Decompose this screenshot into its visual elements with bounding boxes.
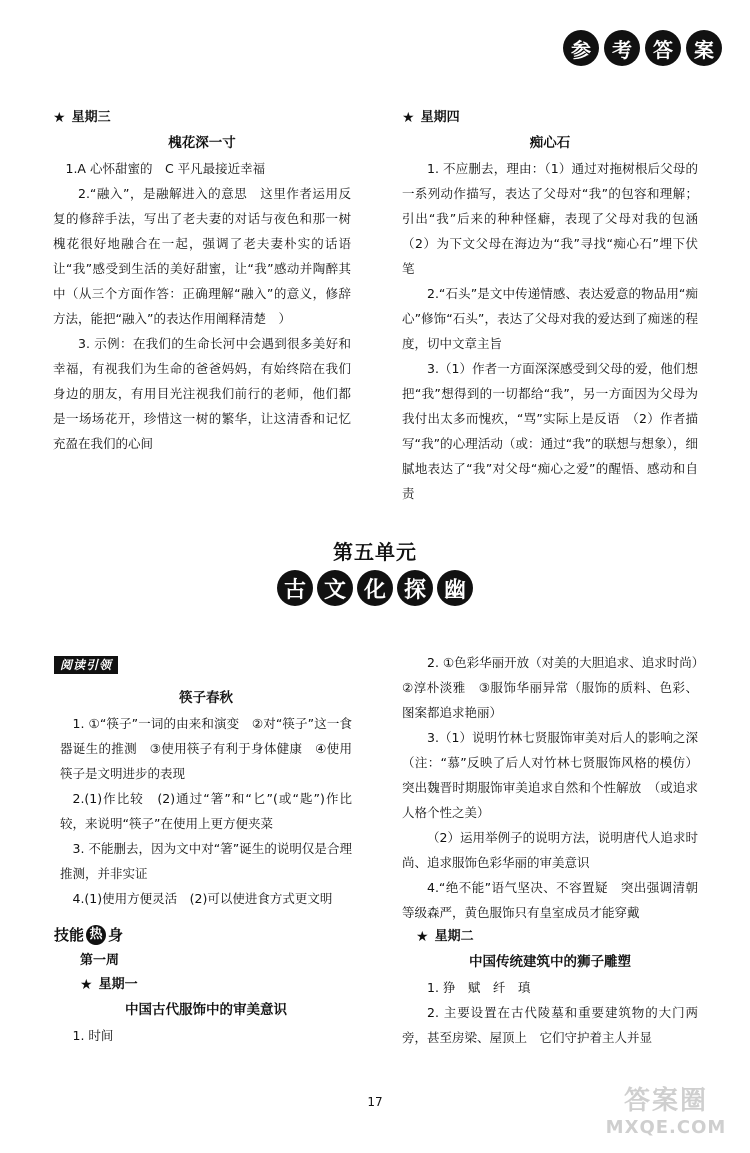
week-label: 第一周: [80, 953, 120, 968]
reading-guide-tag: 阅读引领: [54, 656, 118, 674]
unit-heading: [0, 538, 750, 606]
answer-paragraph: 3.（1）说明竹林七贤服饰审美对后人的影响之深 （注：“慕”反映了后人对竹林七贤服饰风格的模仿）突出魏晋时期服饰审美追求自然和个性解放 （或追求人格个性之美）: [402, 730, 711, 820]
monday-answers-continued: [402, 650, 711, 1050]
answer-paragraph: 3.（1）作者一方面深深感受到父母的爱，他们想把“我”想得到的一切都给“我”，另一方面因为父母为我付出太多而愧疚，“骂”实际上是反语 （2）作者描写“我”的心理活动（或：通过“我”的联想与想象），细腻地表达了“我”对父母“痴心之爱”的醒悟、感动和自责: [402, 361, 698, 501]
day-heading: [402, 925, 698, 949]
day-label: 星期二: [434, 929, 474, 944]
day-label: 星期四: [420, 110, 460, 125]
article-title: 筷子春秋: [179, 690, 233, 706]
thursday-section: [402, 106, 711, 506]
answer-paragraph: 1. 狰 赋 纤 瑱: [427, 980, 531, 995]
watermark-logo: [596, 1085, 736, 1145]
skill-warmup-heading: [54, 921, 352, 949]
day-label: 星期三: [71, 110, 111, 125]
answer-paragraph: 4.(1)使用方便灵活 (2)可以使进食方式更文明: [72, 891, 333, 906]
day-heading: [402, 106, 698, 130]
answer-paragraph: 3. 示例：在我们的生命长河中会遇到很多美好和幸福，有视我们为生命的爸爸妈妈，有始终陪在我们身边的朋友，有用目光注视我们前行的老师，他们都是一场场花开，珍惜这一树的繁华，让这清香和记忆充盈在我们的心间: [53, 336, 351, 451]
star-icon: ★: [402, 110, 415, 126]
badge-char: 案: [686, 30, 722, 66]
unit-title: [277, 570, 473, 606]
unit-title-char: 化: [357, 570, 393, 606]
article-title: 痴心石: [529, 135, 571, 151]
answer-paragraph: 3. 不能删去，因为文中对“箸”诞生的说明仅是合理推测，并非实证: [60, 841, 352, 881]
answer-paragraph: 2.“融入”，是融解进入的意思 这里作者运用反复的修辞手法，写出了老夫妻的对话与夜色和那一树槐花很好地融合在一起，强调了老夫妻朴实的话语让“我”感受到生活的美好甜蜜，让“我”感动并陶醉其中（从三个方面作答：正确理解“融入”的意义，修辞方法，能把“融入”的表达作用阐释清楚 ）: [53, 186, 351, 326]
star-icon: ★: [416, 929, 429, 945]
answer-paragraph: 2. 主要设置在古代陵墓和重要建筑物的大门两旁，甚至房梁、屋顶上 它们守护着主人并显: [402, 1005, 698, 1045]
reading-guide-section: [54, 652, 352, 1048]
article-title: 槐花深一寸: [168, 135, 236, 151]
unit-title-char: 古: [277, 570, 313, 606]
unit-title-char: 探: [397, 570, 433, 606]
answer-paragraph: 1. 时间: [72, 1028, 114, 1043]
skill-head-hot: 热: [86, 925, 106, 945]
badge-char: 考: [604, 30, 640, 66]
badge-char: 答: [645, 30, 681, 66]
answer-paragraph: 4.“绝不能”语气坚决、不容置疑 突出强调清朝等级森严，黄色服饰只有皇室成员才能穿戴: [402, 880, 698, 920]
reference-answers-badge: [563, 30, 722, 66]
answer-paragraph: 2.(1)作比较 (2)通过“箸”和“匕”(或“匙”)作比较，来说明“筷子”在使用上更方便夹菜: [60, 791, 352, 831]
answer-paragraph: 2. ①色彩华丽开放（对美的大胆追求、追求时尚） ②淳朴淡雅 ③服饰华丽异常（服饰的质料、色彩、图案都追求艳丽）: [402, 655, 711, 720]
unit-title-char: 文: [317, 570, 353, 606]
day-heading: [60, 973, 352, 997]
answer-paragraph: 1. 不应删去，理由：（1）通过对拖树根后父母的一系列动作描写，表达了父母对“我”的包容和理解；引出“我”后来的种种怪癖，表现了父母对我的包涵 （2）为下文父母在海边为“我”寻找“痴心石”埋下伏笔: [402, 161, 711, 276]
wednesday-section: [53, 106, 351, 456]
skill-head-text: 技能: [54, 926, 85, 944]
watermark-url: MXQE.COM: [605, 1117, 727, 1138]
star-icon: ★: [80, 977, 93, 993]
day-heading: [53, 106, 351, 130]
article-title: 中国传统建筑中的狮子雕塑: [469, 954, 631, 970]
answer-paragraph: 1. ①“筷子”一词的由来和演变 ②对“筷子”这一食器诞生的推测 ③使用筷子有利于身体健康 ④使用筷子是文明进步的表现: [60, 716, 352, 781]
star-icon: ★: [53, 110, 66, 126]
watermark-text: 答案圈: [623, 1086, 708, 1116]
badge-char: 参: [563, 30, 599, 66]
unit-title-char: 幽: [437, 570, 473, 606]
article-title: 中国古代服饰中的审美意识: [125, 1002, 287, 1018]
skill-head-text: 身: [108, 926, 124, 944]
unit-number: 第五单元: [333, 540, 417, 564]
answer-paragraph: 1.A 心怀甜蜜的 C 平凡最接近幸福: [65, 161, 266, 176]
page-number: 17: [367, 1095, 383, 1109]
answer-paragraph: （2）运用举例子的说明方法，说明唐代人追求时尚、追求服饰色彩华丽的审美意识: [402, 830, 698, 870]
answer-paragraph: 2.“石头”是文中传递情感、表达爱意的物品用“痴心”修饰“石头”，表达了父母对我的爱达到了痴迷的程度，切中文章主旨: [402, 286, 698, 351]
day-label: 星期一: [98, 977, 138, 992]
